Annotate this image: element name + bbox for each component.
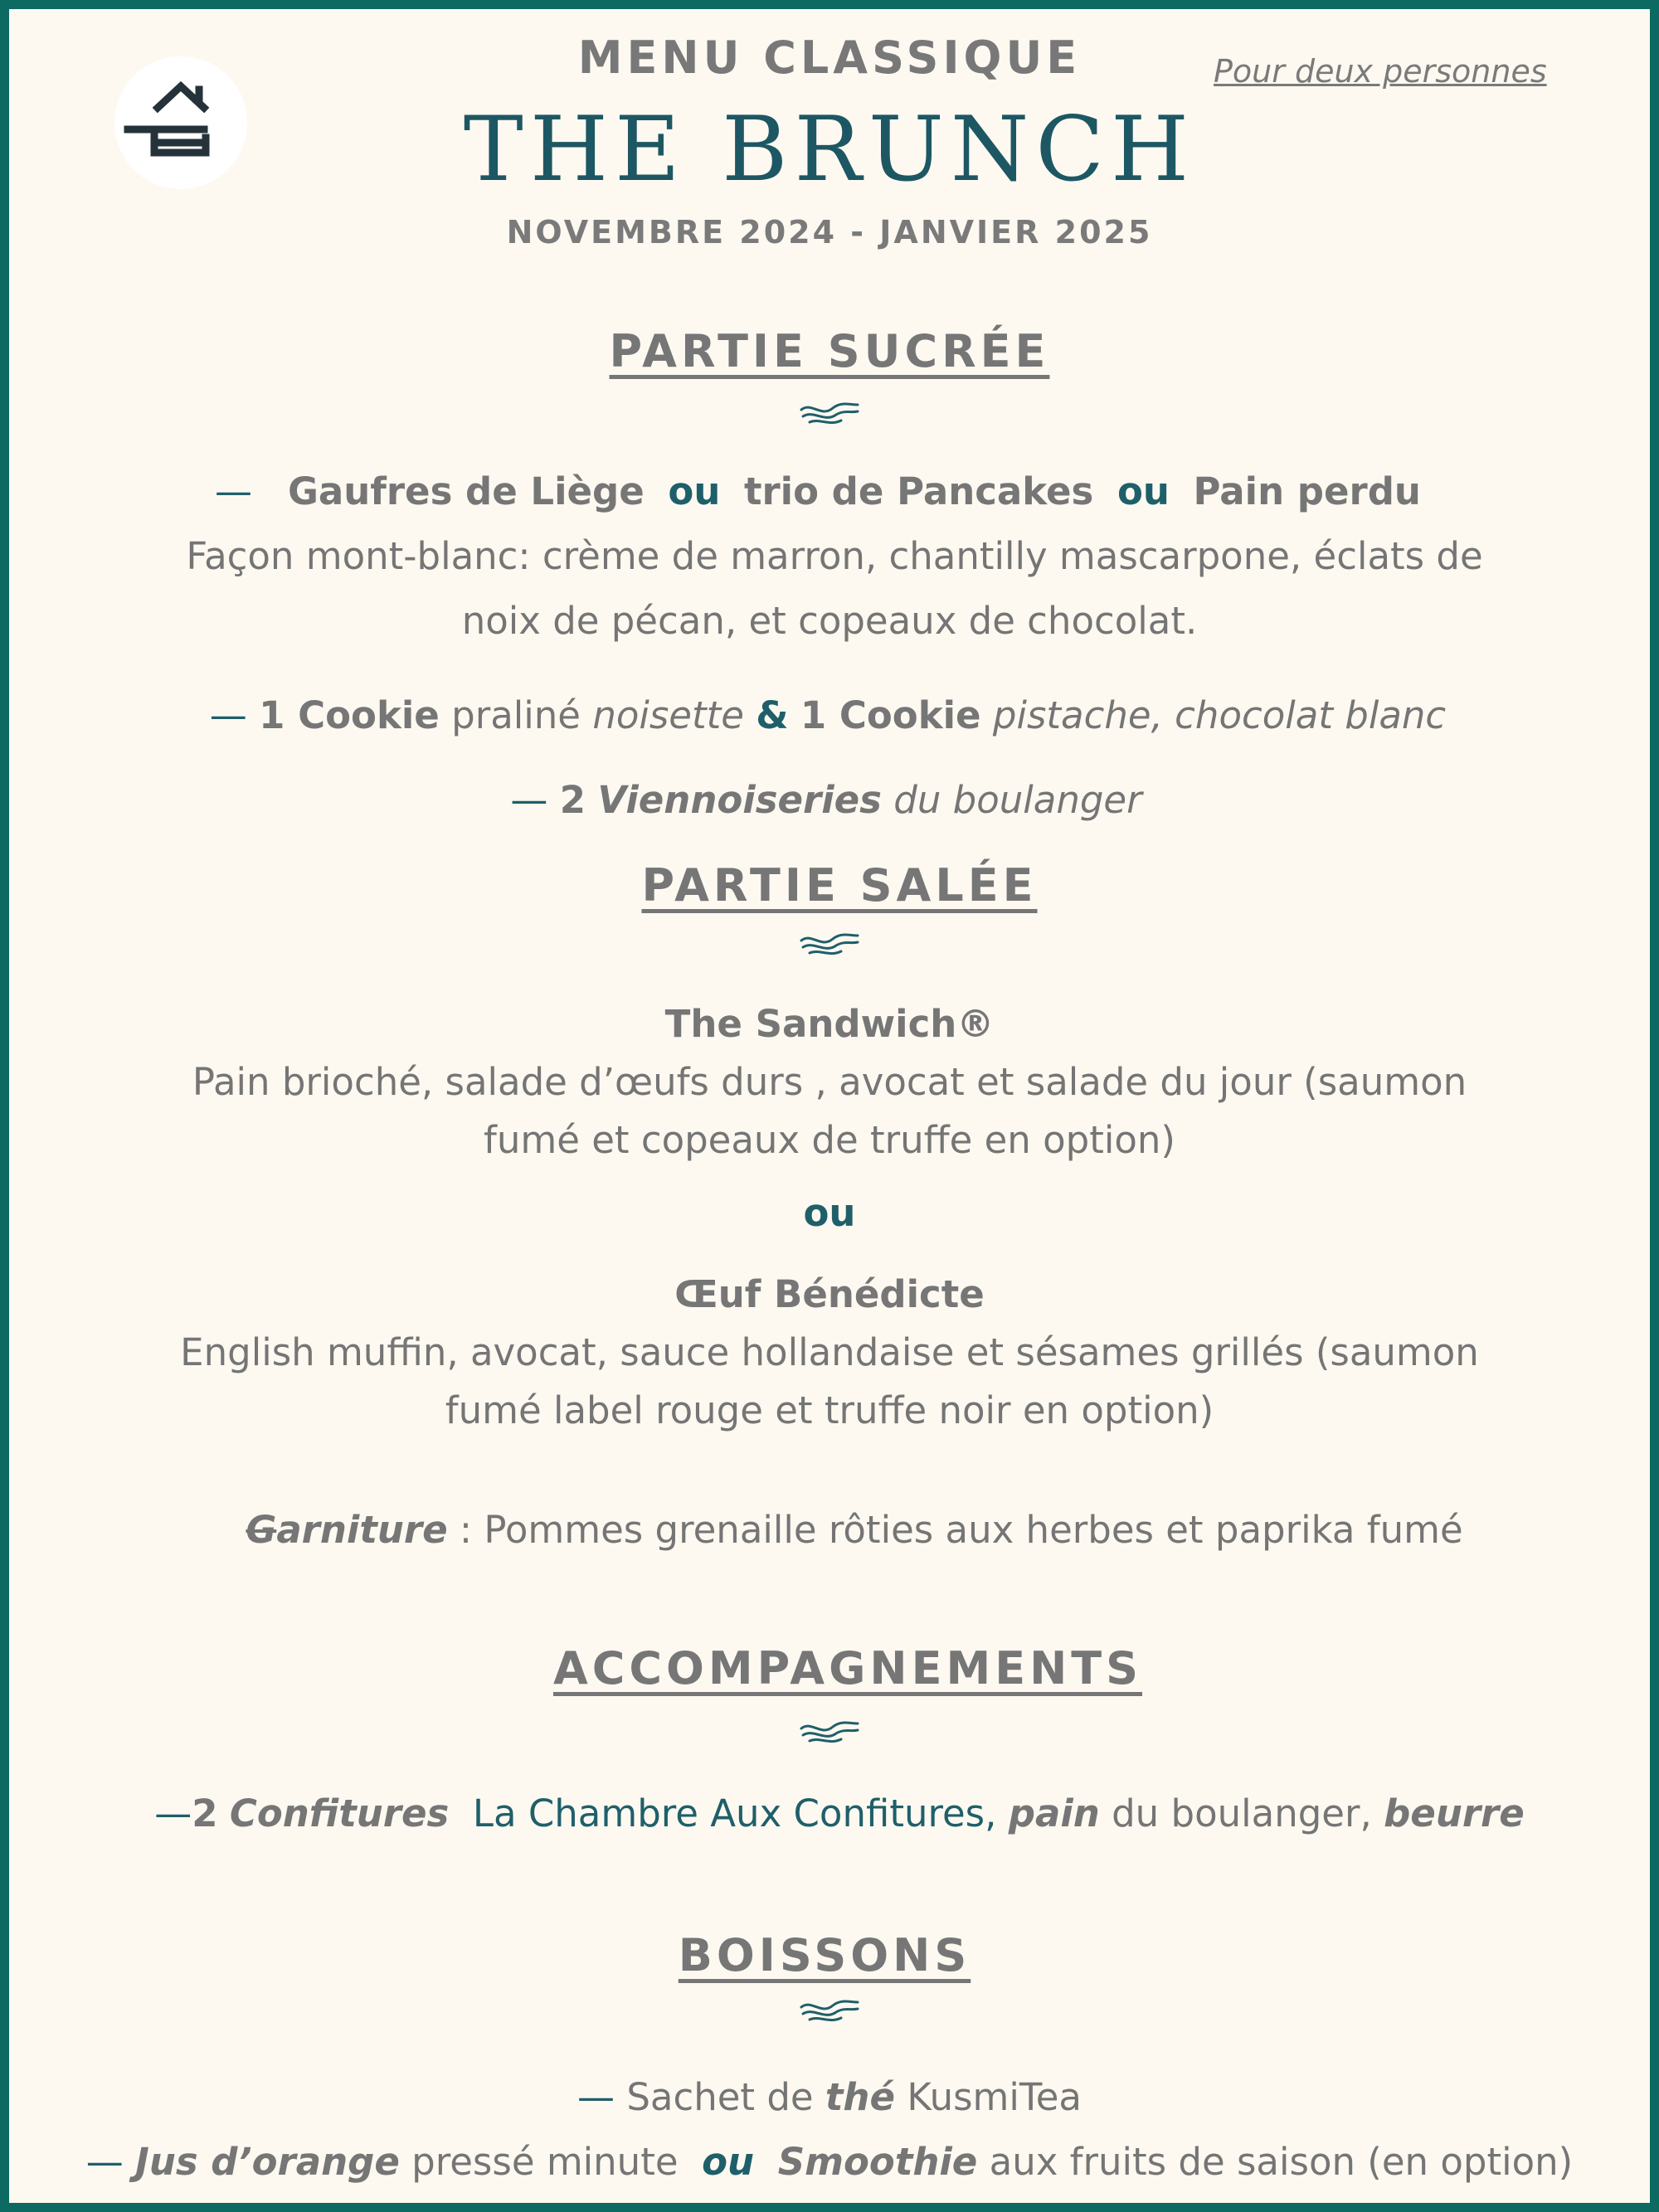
oeuf-desc-2: fumé label rouge et truffe noir en option): [445, 1388, 1214, 1432]
oeuf-desc-1: English muffin, avocat, sauce hollandaise et sésames grillés (saumon: [180, 1330, 1479, 1374]
page-title: THE BRUNCH: [463, 98, 1196, 202]
sucree-item-viennoiseries: — 2 Viennoiseries du boulanger: [510, 778, 1142, 822]
oeuf-title: Œuf Bénédicte: [674, 1272, 985, 1316]
sandwich-desc-1: Pain brioché, salade d’œufs durs , avocat et salade du jour (saumon: [192, 1060, 1467, 1104]
menu-kicker: MENU CLASSIQUE: [577, 32, 1082, 84]
wave-ornament-icon: [798, 931, 861, 959]
wave-ornament-icon: [798, 1719, 861, 1747]
sucree-item-main: — Gaufres de Liège ou trio de Pancakes ou Pain perdu: [215, 469, 1421, 513]
servings-note: Pour deux personnes: [1214, 53, 1547, 90]
wave-ornament-icon: [798, 1997, 861, 2025]
sandwich-desc-2: fumé et copeaux de truffe en option): [484, 1118, 1175, 1162]
section-heading-boissons: BOISSONS: [678, 1929, 971, 1981]
wave-ornament-icon: [798, 400, 861, 428]
sucree-item-desc-2: noix de pécan, et copeaux de chocolat.: [461, 599, 1198, 643]
boissons-jus-line: — Jus d’orange pressé minute ou Smoothie aux fruits de saison (en option): [85, 2140, 1574, 2184]
section-heading-accompagnements: ACCOMPAGNEMENTS: [552, 1642, 1143, 1694]
section-heading-sucree: PARTIE SUCRÉE: [609, 325, 1050, 377]
garniture-line: Garniture : Pommes grenaille rôties aux herbes et paprika fumé: [246, 1508, 1463, 1552]
sucree-item-desc-1: Façon mont-blanc: crème de marron, chantilly mascarpone, éclats de: [186, 534, 1483, 578]
choice-or: ou: [803, 1191, 856, 1235]
menu-dates: NOVEMBRE 2024 - JANVIER 2025: [506, 214, 1153, 250]
section-heading-salee: PARTIE SALÉE: [641, 859, 1038, 912]
sucree-item-cookies: — 1 Cookie praliné noisette & 1 Cookie pistache, chocolat blanc: [209, 693, 1447, 737]
sandwich-title: The Sandwich®: [664, 1002, 995, 1046]
accompagnements-line: —2 Confitures La Chambre Aux Confitures, pain du boulanger, beurre: [154, 1791, 1525, 1835]
boissons-the-line: — Sachet de thé KusmiTea: [577, 2075, 1082, 2119]
